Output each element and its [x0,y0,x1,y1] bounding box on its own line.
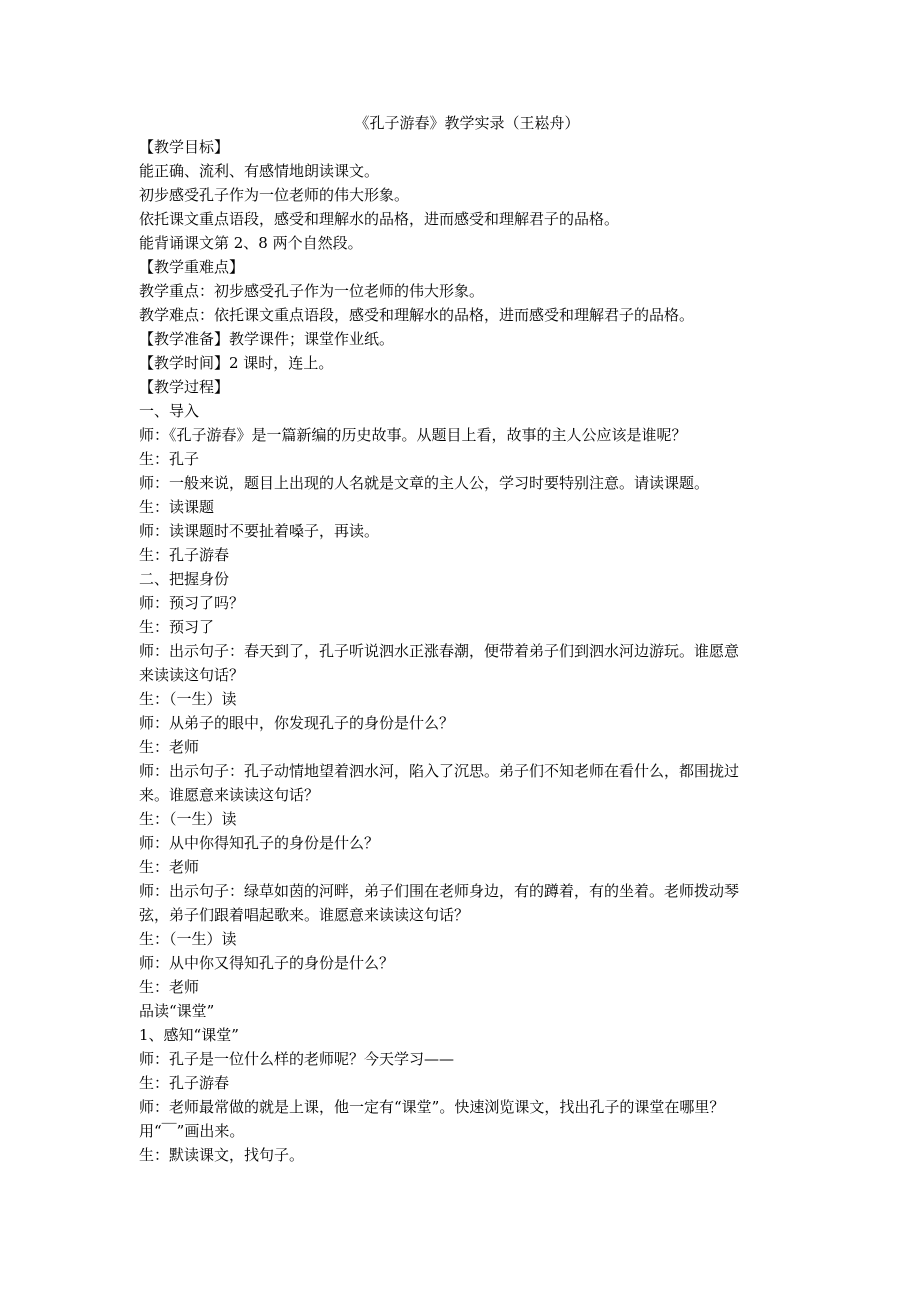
text-line: 弦，弟子们跟着唱起歌来。谁愿意来读读这句话？ [139,906,470,924]
text-line: 教学难点：依托课文重点语段，感受和理解水的品格，进而感受和理解君子的品格。 [139,306,695,324]
text-line: 师：读课题时不要扯着嗓子，再读。 [139,522,380,540]
text-line: 师：出示句子：绿草如茵的河畔，弟子们围在老师身边，有的蹲着，有的坐着。老师拨动琴 [139,882,740,900]
text-line: 师：老师最常做的就是上课，他一定有“课堂”。快速浏览课文，找出孔子的课堂在哪里？ [139,1098,725,1116]
text-line: 能背诵课文第 2、8 两个自然段。 [139,234,363,252]
text-line: 师：从中你又得知孔子的身份是什么？ [139,954,395,972]
text-line: 来读读这句话？ [139,666,245,684]
text-line: 【教学准备】教学课件；课堂作业纸。 [139,330,395,348]
text-line: 用“￣”画出来。 [139,1122,245,1140]
text-line: 一、导入 [139,402,200,420]
text-line: 师：出示句子：孔子动情地望着泗水河，陷入了沉思。弟子们不知老师在看什么，都围拢过 [139,762,740,780]
text-line: 能正确、流利、有感情地朗读课文。 [139,162,380,180]
text-line: 生：老师 [139,738,200,756]
text-line: 生：孔子游春 [139,1074,230,1092]
text-line: 师：出示句子：春天到了，孔子听说泗水正涨春潮，便带着弟子们到泗水河边游玩。谁愿意 [139,642,740,660]
text-line: 初步感受孔子作为一位老师的伟大形象。 [139,186,410,204]
text-line: 师：一般来说，题目上出现的人名就是文章的主人公，学习时要特别注意。请读课题。 [139,474,710,492]
text-line: 生：预习了 [139,618,215,636]
text-line: 生：老师 [139,858,200,876]
document-body [139,135,799,1167]
text-line: 【教学目标】 [139,138,230,156]
text-line: 【教学过程】 [139,378,230,396]
document-page [139,111,799,1167]
text-line: 依托课文重点语段，感受和理解水的品格，进而感受和理解君子的品格。 [139,210,620,228]
text-line: 生：孔子 [139,450,200,468]
text-line: 师：预习了吗？ [139,594,245,612]
text-line: 【教学时间】2 课时，连上。 [139,354,334,372]
text-line: 二、把握身份 [139,570,230,588]
text-line: 教学重点：初步感受孔子作为一位老师的伟大形象。 [139,282,485,300]
text-line: 师：《孔子游春》是一篇新编的历史故事。从题目上看，故事的主人公应该是谁呢？ [139,426,687,444]
text-line: 来。谁愿意来读读这句话？ [139,786,320,804]
text-line: 师：孔子是一位什么样的老师呢？今天学习—— [139,1050,455,1068]
text-line: 生：（一生）读 [139,930,237,948]
text-line: 师：从中你得知孔子的身份是什么？ [139,834,380,852]
text-line: 生：孔子游春 [139,546,230,564]
document-title: 《孔子游春》教学实录（王崧舟） [354,114,580,132]
text-line: 生：（一生）读 [139,690,237,708]
text-line: 【教学重难点】 [139,258,245,276]
text-line: 生：读课题 [139,498,215,516]
text-line: 品读“课堂” [139,1002,215,1020]
text-line: 生：老师 [139,978,200,996]
text-line: 生：默读课文，找句子。 [139,1146,305,1164]
text-line: 生：（一生）读 [139,810,237,828]
text-line: 师：从弟子的眼中，你发现孔子的身份是什么？ [139,714,455,732]
text-line: 1、感知“课堂” [139,1026,239,1044]
